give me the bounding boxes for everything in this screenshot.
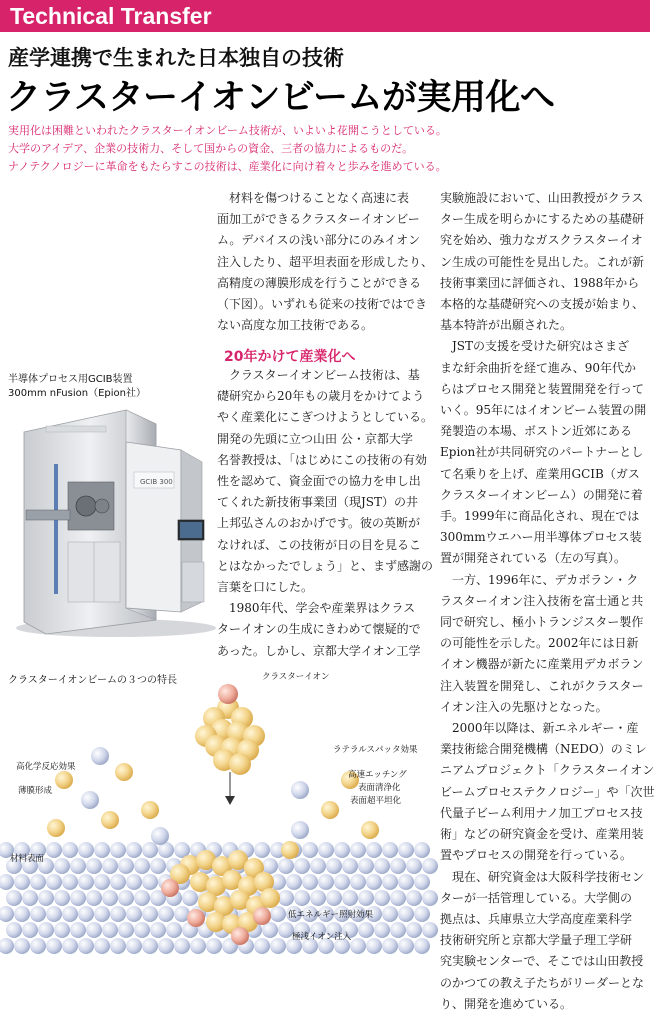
particle-sphere (150, 922, 166, 938)
particle-sphere (102, 890, 118, 906)
section-heading: 20年かけて産業化へ (224, 349, 356, 365)
particle-sphere (390, 890, 406, 906)
body-text-line: てくれた新技術事業団（現JST）の井 (217, 495, 419, 510)
particle-sphere (6, 890, 22, 906)
particle-sphere (47, 819, 65, 837)
body-text-line: まな紆余曲折を経て進み、90年代か (440, 360, 636, 375)
particle-sphere (118, 922, 134, 938)
particle-sphere (118, 858, 134, 874)
body-text-line: 究実験センターで、そこでは山田教授 (440, 954, 644, 969)
particle-sphere (46, 938, 62, 954)
particle-sphere (94, 938, 110, 954)
body-text-line: イオン機器が新たに産業用デカボラン (440, 657, 644, 672)
particle-sphere (78, 906, 94, 922)
particle-sphere (302, 842, 318, 858)
particle-sphere (406, 890, 422, 906)
particle-sphere (38, 890, 54, 906)
label-thin-film: 薄膜形成 (18, 786, 53, 796)
body-text-line: やく産業化にこぎつけようとしている。 (217, 410, 434, 425)
body-text-line: （下図）。いずれも従来の技術ではでき (217, 297, 428, 312)
particle-sphere (102, 858, 118, 874)
particle-sphere (398, 874, 414, 890)
body-text-line: Epion社が共同研究のパートナーとし (440, 445, 644, 460)
body-text-line: 300mmウエハー用半導体プロセス装 (440, 530, 642, 545)
body-text-line: 本格的な基礎研究への支援が始まり、 (440, 297, 645, 312)
particle-sphere (86, 922, 102, 938)
body-text-line: 上邦弘さんのおかげです。彼の英断が (217, 516, 421, 531)
lead-paragraph (8, 122, 648, 176)
particle-sphere (350, 842, 366, 858)
body-text-line: 一方、1996年に、デカボラン・ク (440, 572, 639, 587)
particle-sphere (291, 781, 309, 799)
body-text-line: 拠点は、兵庫県立大学高度産業科学 (440, 911, 633, 926)
body-text-line: 置が開発されている（左の写真）。 (440, 551, 627, 566)
particle-sphere (86, 858, 102, 874)
particle-sphere (62, 842, 78, 858)
body-text-line: 術」などの研究資金を受け、産業用装 (440, 827, 644, 842)
particle-sphere (54, 890, 70, 906)
body-text-line: ない高度な加工技術である。 (217, 318, 374, 333)
particle-sphere (294, 890, 310, 906)
particle-sphere (398, 938, 414, 954)
particle-sphere (126, 874, 142, 890)
particle-sphere (70, 858, 86, 874)
body-text-line: 1980年代、学会や産業界はクラス (217, 601, 416, 616)
body-column-3 (440, 188, 655, 1015)
lead-line: ナノテクノロジーに革命をもたらすこの技術は、産業化に向け着々と歩みを進めている。 (8, 160, 447, 173)
body-text-line: 基本特許が出願された。 (440, 318, 573, 333)
body-text-line: ニアムプロジェクト「クラスターイオン (440, 763, 655, 778)
body-text-line: 発製造の本場、ボストン近郊にある (440, 424, 633, 439)
particle-sphere (187, 909, 205, 927)
particle-sphere (46, 874, 62, 890)
body-text-line: 高精度の薄膜形成を行うことができる (217, 275, 422, 290)
body-text-line: 材料を傷つけることなく高速に表 (217, 191, 410, 205)
body-column-2 (217, 365, 434, 662)
body-text-line: のかつての教え子たちがリーダーとな (440, 975, 645, 990)
particle-sphere (278, 858, 294, 874)
particle-sphere (166, 922, 182, 938)
body-text-line: の可能性を示した。2002年には日新 (440, 636, 639, 651)
particle-sphere (78, 938, 94, 954)
body-text-line: 技術研究所と京都大学量子理工学研 (440, 933, 633, 948)
particle-sphere (78, 874, 94, 890)
particle-sphere (382, 906, 398, 922)
body-text-line: ビームプロセステクノロジー」や「次世 (440, 784, 655, 799)
particle-sphere (150, 858, 166, 874)
particle-sphere (151, 827, 169, 845)
particle-sphere (358, 890, 374, 906)
body-text-line: 面加工ができるクラスターイオンビー (217, 212, 420, 227)
particle-sphere (22, 922, 38, 938)
label-chem-effect: 高化学反応効果 (16, 762, 76, 772)
particle-sphere (0, 938, 14, 954)
machine-label: GCIB 300 (140, 478, 173, 486)
figure-title: クラスターイオンビームの３つの特長 (8, 675, 177, 686)
particle-sphere (14, 938, 30, 954)
body-text-line: 実験施設において、山田教授がクラス (440, 191, 644, 205)
particle-sphere (422, 890, 438, 906)
particle-sphere (254, 842, 270, 858)
particle-sphere (55, 771, 73, 789)
particle-sphere (6, 922, 22, 938)
particle-sphere (390, 858, 406, 874)
body-text-line: なければ、この技術が日の目を見るこ (217, 537, 422, 552)
particle-sphere (86, 890, 102, 906)
particle-sphere (126, 906, 142, 922)
body-text-line: クラスターイオンビーム）の開発に着 (440, 487, 643, 502)
body-text-line: クラスターイオンビーム技術は、基 (217, 368, 420, 382)
particle-sphere (81, 791, 99, 809)
particle-sphere (78, 842, 94, 858)
particle-sphere (262, 858, 278, 874)
particle-sphere (253, 907, 271, 925)
body-text-line: あった。しかし、京都大学イオン工学 (217, 643, 421, 658)
body-text-line: ラスターイオン注入技術を富士通と共 (440, 593, 644, 608)
particle-sphere (134, 922, 150, 938)
particle-sphere (142, 842, 158, 858)
section-title: Technical Transfer (10, 3, 212, 29)
subheadline: 産学連携で生まれた日本独自の技術 (8, 46, 344, 70)
particle-sphere (142, 938, 158, 954)
particle-sphere (142, 874, 158, 890)
particle-sphere (141, 801, 159, 819)
particle-sphere (302, 874, 318, 890)
photo-caption (8, 373, 146, 401)
particle-sphere (318, 874, 334, 890)
particle-sphere (126, 938, 142, 954)
particle-sphere (30, 938, 46, 954)
particle-sphere (382, 874, 398, 890)
particle-sphere (218, 684, 238, 704)
particle-sphere (278, 890, 294, 906)
particle-sphere (62, 938, 78, 954)
particle-sphere (326, 858, 342, 874)
particle-sphere (366, 938, 382, 954)
particle-sphere (382, 842, 398, 858)
particle-sphere (398, 906, 414, 922)
particle-sphere (281, 841, 299, 859)
particle-sphere (414, 842, 430, 858)
label-lateral-sputter: ラテラルスパッタ効果 (333, 745, 418, 755)
particle-sphere (142, 906, 158, 922)
label-cluster-ion: クラスターイオン (262, 672, 330, 682)
particle-sphere (161, 879, 179, 897)
particle-sphere (94, 842, 110, 858)
particle-sphere (182, 890, 198, 906)
particle-sphere (0, 874, 14, 890)
particle-sphere (158, 906, 174, 922)
particle-sphere (110, 906, 126, 922)
particle-sphere (326, 890, 342, 906)
particle-sphere (270, 938, 286, 954)
particle-sphere (254, 938, 270, 954)
body-text-line: り、開発を進めている。 (440, 996, 573, 1011)
particle-sphere (101, 811, 119, 829)
particle-sphere (374, 922, 390, 938)
body-text-line: 注入したり、超平坦表面を形成したり、 (217, 254, 434, 269)
body-column-1 (217, 188, 434, 336)
particle-sphere (361, 821, 379, 839)
label-low-energy: 低エネルギー照射効果 (288, 910, 374, 920)
lead-line: 大学のアイデア、企業の技術力、そして国からの資金、三者の協力によるものだ。 (8, 142, 414, 155)
body-text-line: 言葉を口にした。 (217, 580, 314, 595)
body-text-line: 注入装置を開発し、これがクラスター (440, 678, 644, 693)
particle-sphere (406, 922, 422, 938)
body-text-line: 現在、研究資金は大阪科学技術セン (440, 869, 645, 884)
particle-sphere (321, 801, 339, 819)
particle-sphere (422, 922, 438, 938)
particle-sphere (70, 890, 86, 906)
particle-sphere (310, 890, 326, 906)
particle-sphere (91, 747, 109, 765)
particle-sphere (22, 890, 38, 906)
particle-sphere (334, 842, 350, 858)
body-text-line: 置やプロセスの開発を行っている。 (440, 848, 633, 863)
particle-sphere (110, 938, 126, 954)
particle-sphere (270, 906, 286, 922)
body-text-line: JSTの支援を受けた研究はさまざ (440, 339, 630, 354)
particle-sphere (310, 858, 326, 874)
body-text-line: イオン注入の先駆けとなった。 (440, 699, 608, 714)
particle-sphere (350, 938, 366, 954)
particle-sphere (54, 858, 70, 874)
particle-sphere (54, 922, 70, 938)
particle-sphere (414, 874, 430, 890)
particle-sphere (70, 922, 86, 938)
body-text-line: らはプロセス開発と装置開発を行って (440, 381, 645, 396)
particle-sphere (382, 938, 398, 954)
particle-sphere (342, 858, 358, 874)
body-text-line: ター生成を明らかにするための基礎研 (440, 212, 645, 227)
particle-sphere (0, 906, 14, 922)
body-text-line: 2000年以降は、新エネルギー・産 (440, 721, 639, 736)
particle-sphere (94, 874, 110, 890)
particle-sphere (398, 842, 414, 858)
body-text-line: ム。デバイスの浅い部分にのみイオン (217, 233, 421, 248)
body-text-line: 究を始め、強力なガスクラスターイオ (440, 233, 643, 248)
particle-sphere (126, 842, 142, 858)
particle-sphere (229, 753, 251, 775)
photo-caption-line: 300mm nFusion（Epion社） (8, 388, 146, 399)
particle-sphere (406, 858, 422, 874)
particle-sphere (38, 922, 54, 938)
label-high-speed-etch: 高速エッチング (348, 770, 407, 780)
body-text-line: 名誉教授は、「はじめにこの技術の有効 (217, 452, 428, 467)
particle-sphere (286, 874, 302, 890)
particle-sphere (134, 858, 150, 874)
particle-sphere (110, 842, 126, 858)
particle-sphere (46, 906, 62, 922)
particle-sphere (358, 858, 374, 874)
particle-sphere (94, 906, 110, 922)
body-text-line: 礎研究から20年もの歳月をかけてよう (217, 389, 425, 404)
particle-sphere (366, 874, 382, 890)
particle-sphere (30, 906, 46, 922)
particle-sphere (342, 890, 358, 906)
particle-sphere (206, 938, 222, 954)
particle-sphere (350, 874, 366, 890)
particle-sphere (390, 922, 406, 938)
particle-sphere (134, 890, 150, 906)
body-text-line: ン生成の可能性を見出した。これが新 (440, 254, 645, 269)
body-text-line: 手。1999年に商品化され、現在では (440, 509, 640, 524)
particle-sphere (190, 938, 206, 954)
particle-sphere (358, 922, 374, 938)
body-text-line: 性を認めて、資金面での協力を申し出 (217, 474, 421, 489)
particle-sphere (102, 922, 118, 938)
particle-sphere (231, 927, 249, 945)
body-text-line: 業技術総合開発機構（NEDO）のミレ (440, 742, 647, 757)
particle-sphere (294, 858, 310, 874)
body-text-line: いく。95年にはイオンビーム装置の開 (440, 403, 647, 418)
label-shallow-implant: 極浅イオン注入 (292, 932, 352, 942)
body-text-line: て名乗りを上げ、産業用GCIB（ガス (440, 466, 640, 481)
particle-sphere (115, 763, 133, 781)
body-text-line: 技術事業団に評価され、1988年から (440, 275, 640, 290)
gcib-machine-photo (6, 402, 216, 642)
particle-sphere (46, 842, 62, 858)
particle-sphere (30, 874, 46, 890)
particle-sphere (414, 938, 430, 954)
particle-sphere (62, 874, 78, 890)
particle-sphere (14, 874, 30, 890)
particle-sphere (158, 938, 174, 954)
particle-sphere (118, 890, 134, 906)
particle-sphere (260, 888, 280, 908)
particle-sphere (291, 821, 309, 839)
label-material-surface: 材料表面 (10, 854, 45, 864)
body-text-line: 代量子ビーム利用ナノ加工プロセス技 (440, 805, 643, 820)
body-text-line: 同で研究し、極小トランジスター製作 (440, 615, 644, 630)
photo-caption-line: 半導体プロセス用GCIB装置 (8, 374, 133, 385)
particle-sphere (422, 858, 438, 874)
particle-sphere (414, 906, 430, 922)
particle-sphere (110, 874, 126, 890)
headline: クラスターイオンビームが実用化へ (6, 78, 555, 118)
particle-sphere (62, 906, 78, 922)
body-text-line: ターイオンの生成にきわめて懐疑的で (217, 622, 421, 637)
particle-sphere (374, 890, 390, 906)
body-text-line: とはなかったでしょう」と、まず感謝の (217, 558, 434, 573)
particle-sphere (334, 874, 350, 890)
particle-sphere (366, 842, 382, 858)
label-surface-clean: 表面清浄化 (358, 783, 401, 793)
lead-line: 実用化は困難といわれたクラスターイオンビーム技術が、いよいよ花開こうとしている。 (8, 124, 447, 137)
body-text-line: 開発の先頭に立つ山田 公・京都大学 (217, 431, 413, 446)
particle-sphere (174, 938, 190, 954)
body-text-line: ターが一括管理している。大学側の (440, 890, 633, 905)
label-surface-flatten: 表面超平坦化 (350, 796, 402, 806)
particle-sphere (14, 906, 30, 922)
particle-sphere (374, 858, 390, 874)
particle-sphere (318, 842, 334, 858)
